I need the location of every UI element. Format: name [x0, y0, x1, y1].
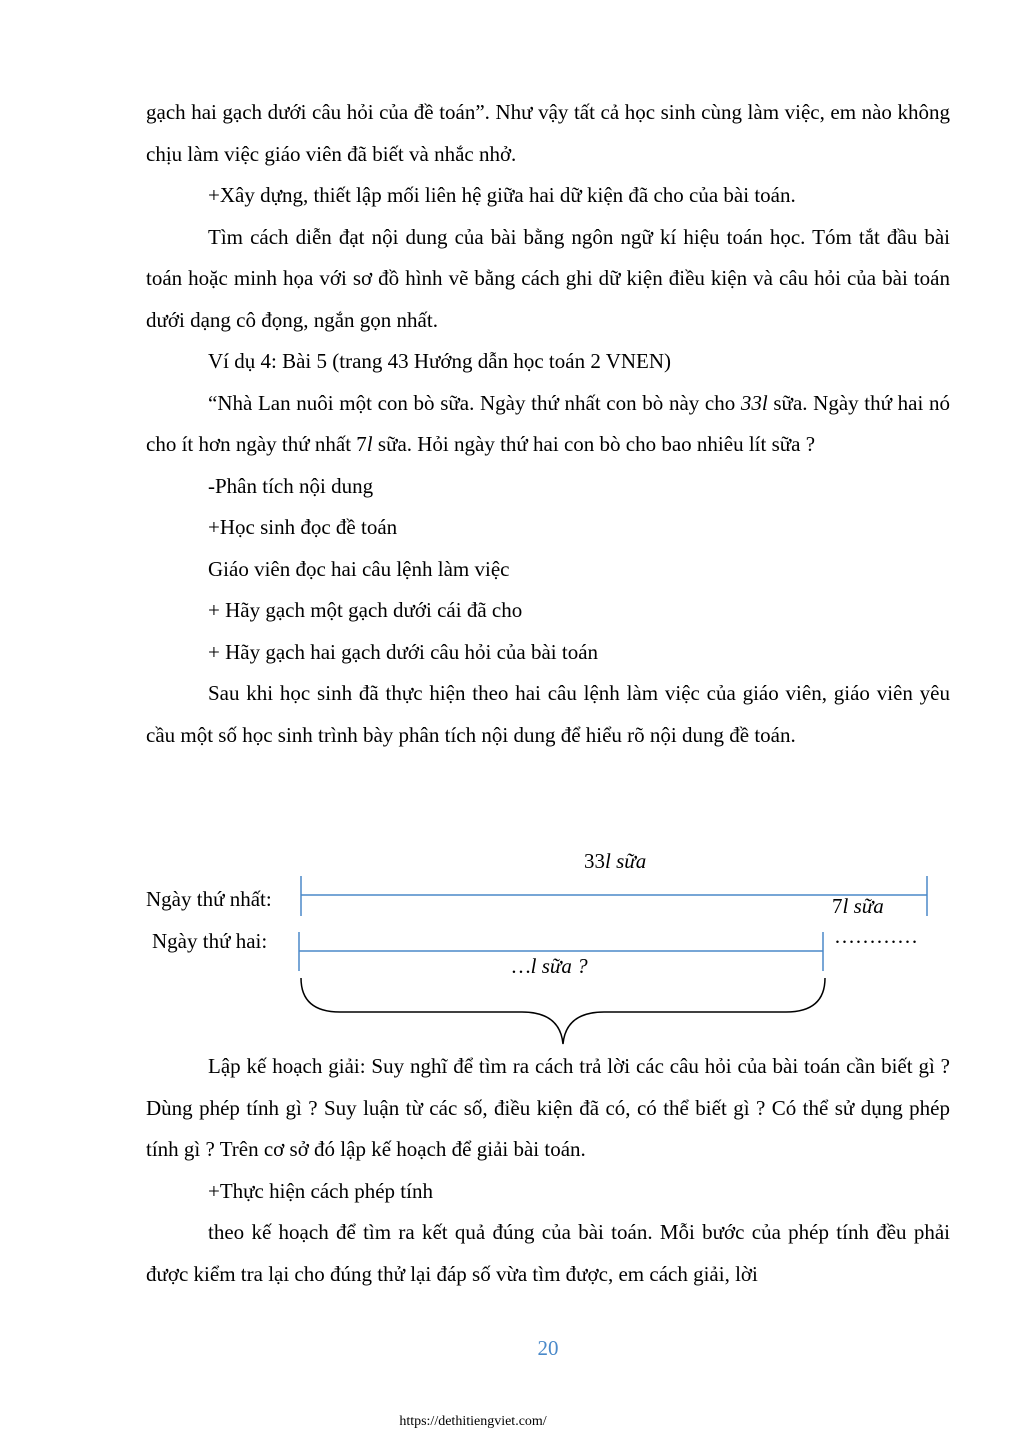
- paragraph: + Hãy gạch hai gạch dưới câu hỏi của bài toán: [208, 639, 599, 664]
- paragraph: + Hãy gạch một gạch dưới cái đã cho: [208, 598, 523, 622]
- paragraph: theo kế hoạch để tìm ra kết quả đúng của bài toán. Mỗi bước của phép tính đều phải được kiểm tra lại cho đúng thử lại đáp số vừa tìm được, em cách giải, lời: [146, 1220, 950, 1286]
- body-text-top: [146, 92, 950, 756]
- dots-label: …………: [834, 924, 918, 948]
- body-text-bottom: [146, 1046, 950, 1295]
- paragraph: Giáo viên đọc hai câu lệnh làm việc: [208, 556, 510, 581]
- total-label: 33l sữa: [584, 849, 647, 873]
- paragraph: Lập kế hoạch giải: Suy nghĩ để tìm ra cách trả lời các câu hỏi của bài toán cần biết gì ? Dùng phép tính gì ? Suy luận từ các số, điều kiện đã có, có thể biết gì ? Có thể sử dụng phép tính gì ? Trên cơ sở đó lập kế hoạch để giải bài toán.: [146, 1054, 950, 1161]
- paragraph: +Thực hiện cách phép tính: [208, 1178, 433, 1203]
- row-label-day2: Ngày thứ hai:: [152, 929, 268, 953]
- problem-statement: “Nhà Lan nuôi một con bò sữa. Ngày thứ nhất con bò này cho 33l sữa. Ngày thứ hai nó cho ít hơn ngày thứ nhất 7l sữa. Hỏi ngày thứ hai con bò cho bao nhiêu lít sữa ?: [146, 390, 950, 456]
- difference-label: 7l sữa: [832, 894, 884, 918]
- paragraph: gạch hai gạch dưới câu hỏi của đề toán”. Như vậy tất cả học sinh cùng làm việc, em nào không chịu làm việc giáo viên đã biết và nhắc nhở.: [146, 100, 950, 166]
- paragraph: +Học sinh đọc đề toán: [208, 515, 398, 539]
- question-label: …l sữa ?: [512, 954, 588, 978]
- footer-url[interactable]: https://dethitiengviet.com/: [399, 1414, 547, 1429]
- paragraph: +Xây dựng, thiết lập mối liên hệ giữa hai dữ kiện đã cho của bài toán.: [208, 183, 796, 207]
- paragraph: -Phân tích nội dung: [208, 473, 374, 498]
- paragraph: Sau khi học sinh đã thực hiện theo hai câu lệnh làm việc của giáo viên, giáo viên yêu cầu một số học sinh trình bày phân tích nội dung để hiểu rõ nội dung đề toán.: [146, 681, 950, 747]
- brace: [301, 978, 825, 1044]
- paragraph: Ví dụ 4: Bài 5 (trang 43 Hướng dẫn học toán 2 VNEN): [208, 349, 672, 373]
- row-label-day1: Ngày thứ nhất:: [146, 887, 272, 911]
- paragraph: Tìm cách diễn đạt nội dung của bài bằng ngôn ngữ kí hiệu toán học. Tóm tắt đầu bài toán hoặc minh họa với sơ đồ hình vẽ bằng cách ghi dữ kiện điều kiện và câu hỏi của bài toán dưới dạng cô đọng, ngắn gọn nhất.: [146, 224, 950, 332]
- page-number: 20: [537, 1336, 559, 1360]
